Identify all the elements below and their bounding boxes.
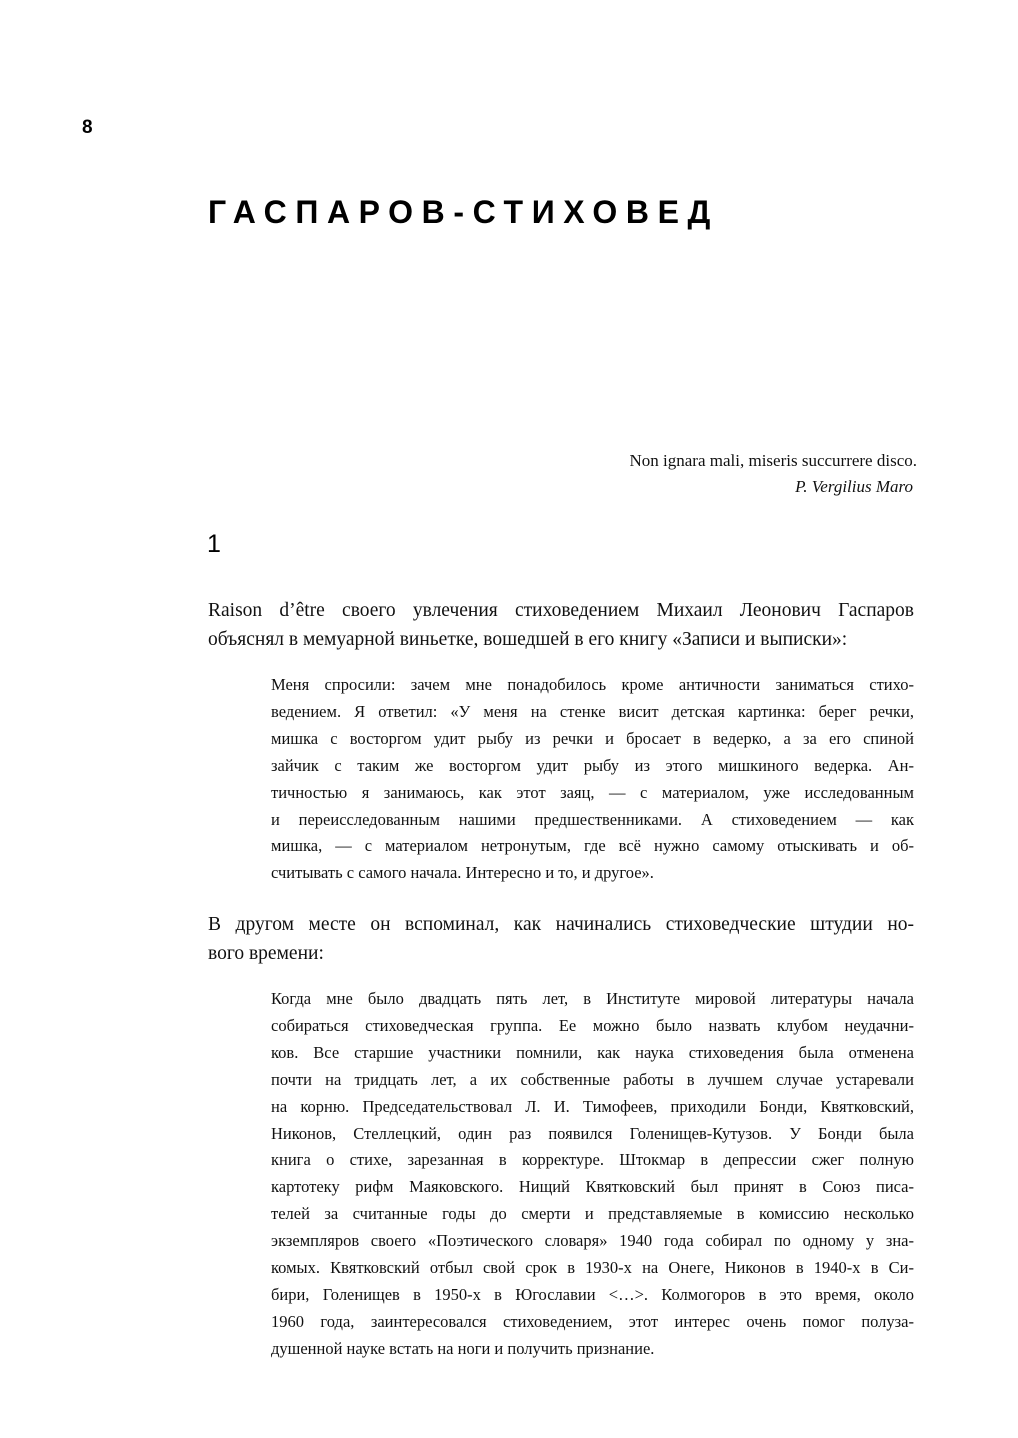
page-number: 8	[82, 117, 93, 138]
quote-line: экземпляров своего «Поэтического словаря» 1940 года собирал по одному у зна-	[271, 1231, 914, 1251]
text-line: В другом месте он вспоминал, как начинались стиховедческие штудии но-	[208, 914, 914, 935]
quote-line: считывать с самого начала. Интересно и то, и другое».	[271, 863, 654, 883]
epigraph-author: P. Vergilius Maro	[795, 477, 913, 496]
quote-line: книга о стихе, зарезанная в корректуре. Штокмар в депрессии сжег полную	[271, 1150, 914, 1170]
quote-line: бири, Голенищев в 1950-х в Югославии <…>. Колмогоров в это время, около	[271, 1284, 914, 1304]
quote-line: тичностью я занимаюсь, как этот заяц, — с материалом, уже исследованным	[271, 782, 914, 802]
quote-line: Когда мне было двадцать пять лет, в Институте мировой литературы начала	[271, 989, 914, 1008]
block-quote-history	[271, 986, 914, 1363]
chapter-title: ГАСПАРОВ-СТИХОВЕД	[208, 194, 719, 230]
quote-line: ков. Все старшие участники помнили, как наука стиховедения была отменена	[271, 1042, 914, 1062]
quote-line: собираться стиховедческая группа. Ее можно было назвать клубом неудачни-	[271, 1015, 914, 1035]
quote-line: комых. Квятковский отбыл свой срок в 1930-х на Онеге, Никонов в 1940-х в Си-	[271, 1258, 914, 1278]
quote-line: 1960 года, заинтересовался стиховедением, этот интерес очень помог полуза-	[271, 1311, 914, 1331]
paragraph-intro	[208, 597, 914, 654]
quote-line: Меня спросили: зачем мне понадобилось кроме античности заниматься стихо-	[271, 675, 914, 694]
quote-line: Никонов, Стеллецкий, один раз появился Голенищев-Кутузов. У Бонди была	[271, 1123, 914, 1143]
quote-line: телей за считанные годы до смерти и представляемые в комиссию несколько	[271, 1204, 914, 1224]
quote-line: душенной науке встать на ноги и получить признание.	[271, 1338, 655, 1358]
quote-line: почти на тридцать лет, а их собственные работы в лучшем случае устаревали	[271, 1069, 914, 1089]
section-number: 1	[207, 530, 221, 558]
quote-line: мишка с восторгом удит рыбу из речки и бросает в ведерко, а за его спиной	[271, 728, 914, 748]
epigraph	[630, 448, 918, 500]
quote-line: на корню. Председательствовал Л. И. Тимофеев, приходили Бонди, Квятковский,	[271, 1096, 914, 1116]
paragraph-transition	[208, 911, 914, 968]
quote-line: зайчик с таким же восторгом удит рыбу из этого мишкиного ведерка. Ан-	[271, 755, 914, 775]
quote-line: мишка, — с материалом нетронутым, где всё нужно самому отыскивать и об-	[271, 836, 914, 856]
quote-line: и переисследованным нашими предшественниками. А стиховедением — как	[271, 809, 914, 829]
text-line: вого времени:	[208, 942, 324, 964]
epigraph-text: Non ignara mali, miseris succurrere disco.	[629, 451, 917, 470]
text-line: Raison d’être своего увлечения стиховедением Михаил Леонович Гаспаров	[208, 600, 914, 621]
quote-line: ведением. Я ответил: «У меня на стенке висит детская картинка: берег речки,	[271, 701, 914, 721]
text-line: объяснял в мемуарной виньетке, вошедшей в его книгу «Записи и выписки»:	[208, 628, 848, 650]
block-quote-memoir	[271, 672, 914, 887]
quote-line: картотеку рифм Маяковского. Нищий Квятковский был принят в Союз писа-	[271, 1177, 914, 1197]
